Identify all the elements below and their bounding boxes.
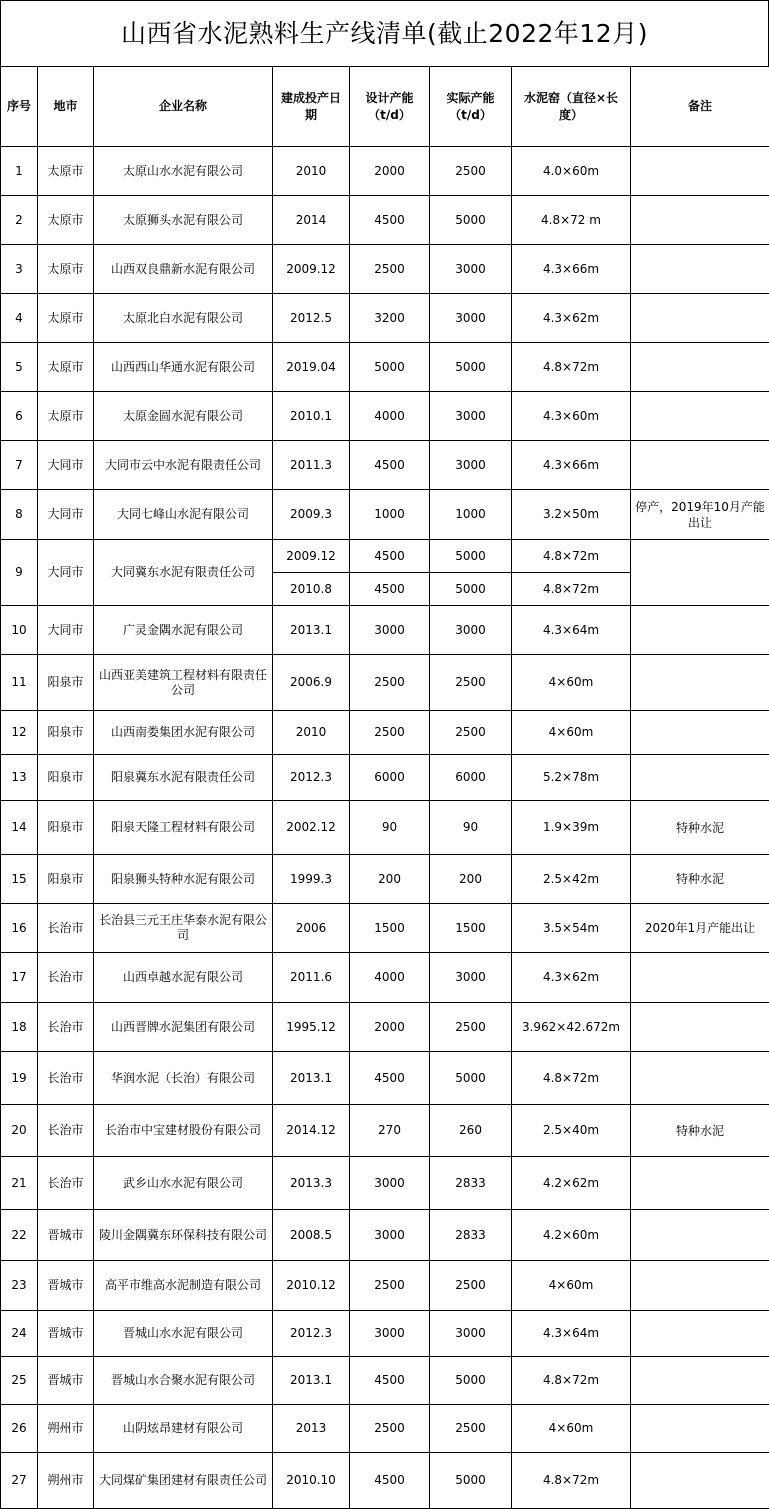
- table-row: [1, 540, 769, 573]
- design-capacity-cell: 270: [350, 1105, 430, 1157]
- date-cell: 2010.1: [273, 392, 350, 441]
- header-city: 地市: [38, 67, 94, 147]
- company-cell: 山西卓越水泥有限公司: [94, 953, 273, 1003]
- actual-capacity-cell: 3000: [430, 953, 512, 1003]
- kiln-cell: 4.3×62m: [512, 953, 631, 1003]
- design-capacity-cell: 3000: [350, 1210, 430, 1261]
- note-cell: [631, 392, 769, 441]
- design-capacity-cell: 3000: [350, 1311, 430, 1357]
- city-cell: 大同市: [38, 441, 94, 490]
- table-row: [1, 801, 769, 855]
- table-row: [1, 1311, 769, 1357]
- design-capacity-cell: 2500: [350, 655, 430, 711]
- note-cell: 2020年1月产能出让: [631, 904, 769, 953]
- actual-capacity-cell: 2500: [430, 655, 512, 711]
- date-cell: 2010.10: [273, 1453, 350, 1509]
- design-capacity-cell: 2000: [350, 1003, 430, 1052]
- seq-cell: 21: [1, 1157, 38, 1210]
- actual-capacity-cell: 200: [430, 855, 512, 904]
- kiln-cell: 4.8×72m: [512, 1052, 631, 1105]
- design-capacity-cell: 3000: [350, 606, 430, 655]
- table-row: [1, 655, 769, 711]
- design-capacity-cell: 3200: [350, 294, 430, 343]
- header-kiln: 水泥窑（直径×长度）: [512, 67, 631, 147]
- table-row: [1, 1357, 769, 1405]
- design-capacity-cell: 5000: [350, 343, 430, 392]
- kiln-cell: 4.8×72m: [512, 343, 631, 392]
- company-cell: 大同市云中水泥有限责任公司: [94, 441, 273, 490]
- note-cell: [631, 1311, 769, 1357]
- header-design-capacity: 设计产能（t/d）: [350, 67, 430, 147]
- date-cell: 2010.12: [273, 1261, 350, 1311]
- company-cell: 阳泉天隆工程材料有限公司: [94, 801, 273, 855]
- header-actual-capacity: 实际产能（t/d）: [430, 67, 512, 147]
- seq-cell: 16: [1, 904, 38, 953]
- design-capacity-cell: 4500: [350, 1052, 430, 1105]
- company-cell: 广灵金隅水泥有限公司: [94, 606, 273, 655]
- company-cell: 太原北白水泥有限公司: [94, 294, 273, 343]
- date-cell: 2010: [273, 711, 350, 755]
- date-cell: 2009.12: [273, 245, 350, 294]
- seq-cell: 8: [1, 490, 38, 540]
- design-capacity-cell: 4500: [350, 196, 430, 245]
- table-row: [1, 196, 769, 245]
- seq-cell: 19: [1, 1052, 38, 1105]
- date-cell: 2019.04: [273, 343, 350, 392]
- kiln-cell: 4.8×72 m: [512, 196, 631, 245]
- kiln-cell: 2.5×42m: [512, 855, 631, 904]
- design-capacity-cell: 2000: [350, 147, 430, 196]
- actual-capacity-cell: 5000: [430, 1453, 512, 1509]
- design-capacity-cell: 3000: [350, 1157, 430, 1210]
- header-row: [1, 67, 769, 147]
- actual-capacity-cell: 2833: [430, 1157, 512, 1210]
- kiln-cell: 4.3×64m: [512, 606, 631, 655]
- table-row: [1, 490, 769, 540]
- seq-cell: 9: [1, 540, 38, 606]
- table-row: [1, 755, 769, 801]
- seq-cell: 4: [1, 294, 38, 343]
- table-row: [1, 294, 769, 343]
- seq-cell: 14: [1, 801, 38, 855]
- city-cell: 大同市: [38, 606, 94, 655]
- company-cell: 高平市维高水泥制造有限公司: [94, 1261, 273, 1311]
- table-row: [1, 147, 769, 196]
- city-cell: 朔州市: [38, 1405, 94, 1453]
- actual-capacity-cell: 5000: [430, 1052, 512, 1105]
- city-cell: 朔州市: [38, 1453, 94, 1509]
- company-cell: 太原狮头水泥有限公司: [94, 196, 273, 245]
- actual-capacity-cell: 2500: [430, 1003, 512, 1052]
- date-cell: 2012.5: [273, 294, 350, 343]
- design-capacity-cell: 4500: [350, 573, 430, 606]
- company-cell: 山西双良鼎新水泥有限公司: [94, 245, 273, 294]
- date-cell: 2011.3: [273, 441, 350, 490]
- city-cell: 长治市: [38, 1003, 94, 1052]
- table-row: [1, 1405, 769, 1453]
- design-capacity-cell: 4000: [350, 953, 430, 1003]
- design-capacity-cell: 4000: [350, 392, 430, 441]
- table-row: [1, 392, 769, 441]
- actual-capacity-cell: 2500: [430, 147, 512, 196]
- city-cell: 阳泉市: [38, 855, 94, 904]
- note-cell: [631, 1453, 769, 1509]
- date-cell: 2008.5: [273, 1210, 350, 1261]
- table-row: [1, 441, 769, 490]
- date-cell: 1999.3: [273, 855, 350, 904]
- design-capacity-cell: 6000: [350, 755, 430, 801]
- page-title: 山西省水泥熟料生产线清单(截止2022年12月): [0, 0, 769, 66]
- kiln-cell: 4.3×60m: [512, 392, 631, 441]
- actual-capacity-cell: 3000: [430, 392, 512, 441]
- seq-cell: 18: [1, 1003, 38, 1052]
- seq-cell: 6: [1, 392, 38, 441]
- kiln-cell: 1.9×39m: [512, 801, 631, 855]
- table-row: [1, 1261, 769, 1311]
- seq-cell: 15: [1, 855, 38, 904]
- actual-capacity-cell: 5000: [430, 573, 512, 606]
- actual-capacity-cell: 260: [430, 1105, 512, 1157]
- header-date: 建成投产日期: [273, 67, 350, 147]
- city-cell: 太原市: [38, 245, 94, 294]
- company-cell: 晋城山水水泥有限公司: [94, 1311, 273, 1357]
- design-capacity-cell: 200: [350, 855, 430, 904]
- kiln-cell: 4.3×66m: [512, 245, 631, 294]
- city-cell: 大同市: [38, 490, 94, 540]
- company-cell: 太原山水水泥有限公司: [94, 147, 273, 196]
- actual-capacity-cell: 3000: [430, 245, 512, 294]
- seq-cell: 25: [1, 1357, 38, 1405]
- city-cell: 阳泉市: [38, 711, 94, 755]
- note-cell: [631, 711, 769, 755]
- company-cell: 大同冀东水泥有限责任公司: [94, 540, 273, 606]
- date-cell: 2006: [273, 904, 350, 953]
- seq-cell: 1: [1, 147, 38, 196]
- seq-cell: 17: [1, 953, 38, 1003]
- design-capacity-cell: 2500: [350, 711, 430, 755]
- kiln-cell: 4×60m: [512, 655, 631, 711]
- kiln-cell: 5.2×78m: [512, 755, 631, 801]
- city-cell: 长治市: [38, 953, 94, 1003]
- actual-capacity-cell: 6000: [430, 755, 512, 801]
- date-cell: 2013.1: [273, 1052, 350, 1105]
- seq-cell: 26: [1, 1405, 38, 1453]
- design-capacity-cell: 4500: [350, 1357, 430, 1405]
- design-capacity-cell: 1000: [350, 490, 430, 540]
- table-row: [1, 343, 769, 392]
- note-cell: [631, 343, 769, 392]
- city-cell: 太原市: [38, 392, 94, 441]
- seq-cell: 11: [1, 655, 38, 711]
- note-cell: 特种水泥: [631, 801, 769, 855]
- note-cell: [631, 606, 769, 655]
- kiln-cell: 4.3×66m: [512, 441, 631, 490]
- kiln-cell: 4×60m: [512, 711, 631, 755]
- kiln-cell: 3.2×50m: [512, 490, 631, 540]
- date-cell: 2014: [273, 196, 350, 245]
- kiln-cell: 4.3×62m: [512, 294, 631, 343]
- note-cell: [631, 1003, 769, 1052]
- date-cell: 2006.9: [273, 655, 350, 711]
- note-cell: 特种水泥: [631, 855, 769, 904]
- design-capacity-cell: 4500: [350, 441, 430, 490]
- actual-capacity-cell: 5000: [430, 540, 512, 573]
- city-cell: 长治市: [38, 1105, 94, 1157]
- design-capacity-cell: 2500: [350, 1405, 430, 1453]
- actual-capacity-cell: 2500: [430, 1405, 512, 1453]
- actual-capacity-cell: 90: [430, 801, 512, 855]
- kiln-cell: 4.8×72m: [512, 1357, 631, 1405]
- table-row: [1, 1453, 769, 1509]
- date-cell: 2009.3: [273, 490, 350, 540]
- date-cell: 2012.3: [273, 755, 350, 801]
- seq-cell: 22: [1, 1210, 38, 1261]
- date-cell: 2010.8: [273, 573, 350, 606]
- kiln-cell: 4.8×72m: [512, 573, 631, 606]
- city-cell: 阳泉市: [38, 801, 94, 855]
- kiln-cell: 4×60m: [512, 1405, 631, 1453]
- city-cell: 太原市: [38, 343, 94, 392]
- actual-capacity-cell: 1500: [430, 904, 512, 953]
- note-cell: [631, 441, 769, 490]
- city-cell: 晋城市: [38, 1357, 94, 1405]
- company-cell: 长治县三元王庄华泰水泥有限公司: [94, 904, 273, 953]
- company-cell: 大同煤矿集团建材有限责任公司: [94, 1453, 273, 1509]
- date-cell: 2002.12: [273, 801, 350, 855]
- actual-capacity-cell: 1000: [430, 490, 512, 540]
- city-cell: 长治市: [38, 904, 94, 953]
- company-cell: 长治市中宝建材股份有限公司: [94, 1105, 273, 1157]
- note-cell: [631, 294, 769, 343]
- city-cell: 长治市: [38, 1052, 94, 1105]
- date-cell: 2013.1: [273, 606, 350, 655]
- note-cell: [631, 755, 769, 801]
- table-row: [1, 904, 769, 953]
- city-cell: 阳泉市: [38, 655, 94, 711]
- table-row: [1, 1003, 769, 1052]
- date-cell: 2009.12: [273, 540, 350, 573]
- date-cell: 1995.12: [273, 1003, 350, 1052]
- date-cell: 2013: [273, 1405, 350, 1453]
- production-line-table: [0, 66, 769, 1509]
- note-cell: [631, 953, 769, 1003]
- table-row: [1, 711, 769, 755]
- seq-cell: 2: [1, 196, 38, 245]
- date-cell: 2012.3: [273, 1311, 350, 1357]
- company-cell: 陵川金隅冀东环保科技有限公司: [94, 1210, 273, 1261]
- actual-capacity-cell: 3000: [430, 294, 512, 343]
- company-cell: 武乡山水水泥有限公司: [94, 1157, 273, 1210]
- actual-capacity-cell: 5000: [430, 343, 512, 392]
- city-cell: 晋城市: [38, 1210, 94, 1261]
- table-row: [1, 1157, 769, 1210]
- kiln-cell: 2.5×40m: [512, 1105, 631, 1157]
- city-cell: 晋城市: [38, 1311, 94, 1357]
- note-cell: [631, 196, 769, 245]
- note-cell: [631, 1157, 769, 1210]
- actual-capacity-cell: 5000: [430, 1357, 512, 1405]
- kiln-cell: 4.2×60m: [512, 1210, 631, 1261]
- design-capacity-cell: 90: [350, 801, 430, 855]
- kiln-cell: 4.2×62m: [512, 1157, 631, 1210]
- actual-capacity-cell: 2833: [430, 1210, 512, 1261]
- actual-capacity-cell: 3000: [430, 1311, 512, 1357]
- kiln-cell: 4.0×60m: [512, 147, 631, 196]
- date-cell: 2013.3: [273, 1157, 350, 1210]
- table-row: [1, 245, 769, 294]
- note-cell: [631, 1357, 769, 1405]
- actual-capacity-cell: 3000: [430, 441, 512, 490]
- note-cell: [631, 655, 769, 711]
- city-cell: 长治市: [38, 1157, 94, 1210]
- design-capacity-cell: 2500: [350, 1261, 430, 1311]
- note-cell: [631, 1405, 769, 1453]
- header-company: 企业名称: [94, 67, 273, 147]
- seq-cell: 27: [1, 1453, 38, 1509]
- note-cell: 特种水泥: [631, 1105, 769, 1157]
- seq-cell: 12: [1, 711, 38, 755]
- city-cell: 太原市: [38, 147, 94, 196]
- seq-cell: 23: [1, 1261, 38, 1311]
- design-capacity-cell: 1500: [350, 904, 430, 953]
- table-row: [1, 1052, 769, 1105]
- design-capacity-cell: 4500: [350, 540, 430, 573]
- date-cell: 2014.12: [273, 1105, 350, 1157]
- company-cell: 阳泉狮头特种水泥有限公司: [94, 855, 273, 904]
- note-cell: [631, 1261, 769, 1311]
- company-cell: 太原金圆水泥有限公司: [94, 392, 273, 441]
- city-cell: 太原市: [38, 294, 94, 343]
- seq-cell: 20: [1, 1105, 38, 1157]
- city-cell: 大同市: [38, 540, 94, 606]
- kiln-cell: 4.3×64m: [512, 1311, 631, 1357]
- date-cell: 2011.6: [273, 953, 350, 1003]
- company-cell: 山西南娄集团水泥有限公司: [94, 711, 273, 755]
- table-row: [1, 1105, 769, 1157]
- table-row: [1, 606, 769, 655]
- header-seq: 序号: [1, 67, 38, 147]
- date-cell: 2013.1: [273, 1357, 350, 1405]
- actual-capacity-cell: 2500: [430, 1261, 512, 1311]
- actual-capacity-cell: 2500: [430, 711, 512, 755]
- company-cell: 山阴炫昂建材有限公司: [94, 1405, 273, 1453]
- note-cell: 停产，2019年10月产能出让: [631, 490, 769, 540]
- table-row: [1, 855, 769, 904]
- seq-cell: 5: [1, 343, 38, 392]
- actual-capacity-cell: 3000: [430, 606, 512, 655]
- company-cell: 阳泉冀东水泥有限责任公司: [94, 755, 273, 801]
- note-cell: [631, 1210, 769, 1261]
- company-cell: 晋城山水合聚水泥有限公司: [94, 1357, 273, 1405]
- seq-cell: 13: [1, 755, 38, 801]
- kiln-cell: 4.8×72m: [512, 1453, 631, 1509]
- note-cell: [631, 147, 769, 196]
- note-cell: [631, 1052, 769, 1105]
- header-note: 备注: [631, 67, 769, 147]
- note-cell: [631, 540, 769, 606]
- company-cell: 山西亚美建筑工程材料有限责任公司: [94, 655, 273, 711]
- note-cell: [631, 245, 769, 294]
- table-row: [1, 1210, 769, 1261]
- seq-cell: 24: [1, 1311, 38, 1357]
- kiln-cell: 4×60m: [512, 1261, 631, 1311]
- kiln-cell: 4.8×72m: [512, 540, 631, 573]
- seq-cell: 10: [1, 606, 38, 655]
- kiln-cell: 3.962×42.672m: [512, 1003, 631, 1052]
- table-row: [1, 953, 769, 1003]
- seq-cell: 3: [1, 245, 38, 294]
- company-cell: 山西西山华通水泥有限公司: [94, 343, 273, 392]
- city-cell: 太原市: [38, 196, 94, 245]
- design-capacity-cell: 2500: [350, 245, 430, 294]
- seq-cell: 7: [1, 441, 38, 490]
- company-cell: 大同七峰山水泥有限公司: [94, 490, 273, 540]
- city-cell: 晋城市: [38, 1261, 94, 1311]
- design-capacity-cell: 4500: [350, 1453, 430, 1509]
- city-cell: 阳泉市: [38, 755, 94, 801]
- company-cell: 华润水泥（长治）有限公司: [94, 1052, 273, 1105]
- actual-capacity-cell: 5000: [430, 196, 512, 245]
- kiln-cell: 3.5×54m: [512, 904, 631, 953]
- date-cell: 2010: [273, 147, 350, 196]
- company-cell: 山西晋牌水泥集团有限公司: [94, 1003, 273, 1052]
